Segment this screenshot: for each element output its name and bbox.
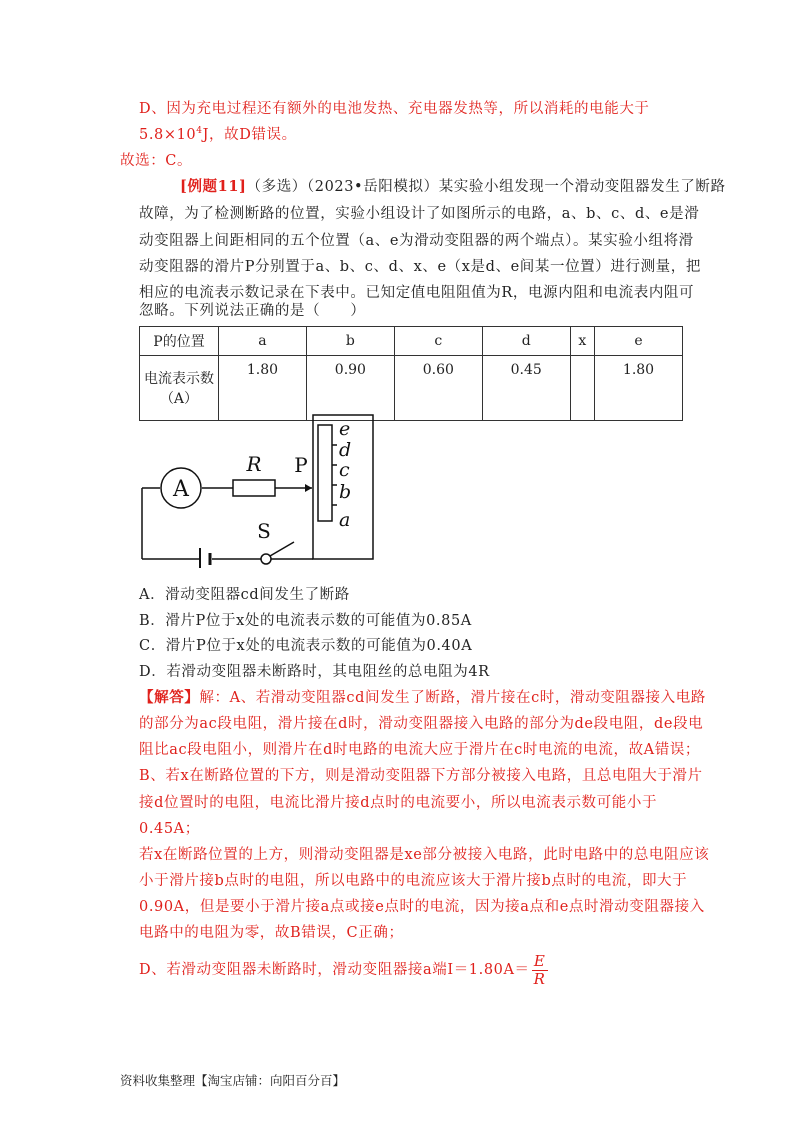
table-cell-pos-c: c	[394, 327, 482, 356]
solution-line-7: 若x在断路位置的上方，则滑动变阻器是xe部分被接入电路，此时电路中的总电阻应该	[139, 847, 710, 863]
intro-line-2-post: J，故D错误。	[202, 127, 297, 143]
point-e: e	[339, 418, 351, 440]
switch	[261, 554, 271, 564]
option-b: B．滑片P位于x处的电流表示数的可能值为0.85A	[139, 613, 472, 629]
option-c: C．滑片P位于x处的电流表示数的可能值为0.40A	[139, 638, 473, 654]
solution-tag: 【解答】	[139, 689, 200, 706]
solution-line-2: 的部分为ac段电阻，滑片接在d时，滑动变阻器接入电路的部分为de段电阻，de段电	[139, 716, 704, 732]
table-cell-cur-b: 0.90	[306, 356, 394, 421]
fraction-numerator: E	[532, 953, 548, 971]
intro-line-1: D、因为充电过程还有额外的电池发热、充电器发热等，所以消耗的电能大于	[139, 101, 650, 117]
table-cell-cur-c: 0.60	[394, 356, 482, 421]
measurement-table	[139, 326, 683, 421]
solution-line-10: 电路中的电阻为零，故B错误，C正确；	[139, 925, 404, 941]
rheostat	[318, 425, 332, 521]
intro-line-2-sup: 4	[196, 126, 203, 137]
problem-line-1	[180, 177, 726, 197]
problem-line-3: 动变阻器上间距相同的五个位置（a、e为滑动变阻器的两个端点）。某实验小组将滑	[139, 233, 694, 249]
solution-line-5: 接d位置时的电阻，电流比滑片接d点时的电流要小，所以电流表示数可能小于	[139, 795, 658, 811]
solution-line-11-text: D、若滑动变阻器未断路时，滑动变阻器接a端I＝1.80A＝	[139, 962, 530, 978]
ammeter-label: A	[173, 477, 189, 502]
solution-line-11	[139, 952, 548, 988]
option-d: D．若滑动变阻器未断路时，其电阻丝的总电阻为4R	[139, 664, 490, 680]
fraction-e-over-r	[532, 953, 548, 988]
table-cell-pos-b: b	[306, 327, 394, 356]
table-header-current-line1: 电流表示数	[144, 371, 214, 387]
problem-line-6: 忽略。下列说法正确的是（ ）	[139, 303, 366, 319]
switch-label: S	[257, 519, 271, 543]
solution-line-1-text: 解：A、若滑动变阻器cd间发生了断路，滑片接在c时，滑动变阻器接入电路	[199, 690, 706, 706]
solution-line-8: 小于滑片接b点时的电阻，所以电路中的电流应该大于滑片接b点时的电流，即大于	[139, 873, 688, 889]
solution-line-3: 阻比ac段电阻小，则滑片在d时电路的电流大应于滑片在c时电流的电流，故A错误；	[139, 742, 701, 758]
intro-answer: 故选：C。	[120, 153, 193, 169]
table-cell-pos-x: x	[570, 327, 594, 356]
table-cell-pos-a: a	[219, 327, 307, 356]
slider-label: P	[294, 453, 308, 477]
table-cell-cur-x	[570, 356, 594, 421]
footer: 资料收集整理【淘宝店铺：向阳百分百】	[120, 1073, 346, 1088]
point-c: c	[339, 459, 350, 481]
table-cell-pos-e: e	[595, 327, 683, 356]
solution-line-4: B、若x在断路位置的下方，则是滑动变阻器下方部分被接入电路，且总电阻大于滑片	[139, 768, 703, 784]
table-cell-pos-d: d	[482, 327, 570, 356]
table-header-position: P的位置	[140, 327, 219, 356]
table-cell-cur-a: 1.80	[219, 356, 307, 421]
option-a: A．滑动变阻器cd间发生了断路	[139, 587, 350, 603]
solution-line-6: 0.45A；	[139, 821, 200, 837]
solution-line-9: 0.90A，但是要小于滑片接a点或接e点时的电流，因为接a点和e点时滑动变阻器接入	[139, 899, 705, 915]
table-header-current-line2: （A）	[159, 391, 199, 407]
problem-line-2: 故障，为了检测断路的位置，实验小组设计了如图所示的电路，a、b、c、d、e是滑	[139, 206, 700, 222]
solution-line-1	[139, 688, 706, 708]
point-b: b	[339, 481, 352, 503]
intro-line-2-pre: 5.8×10	[139, 127, 197, 143]
problem-line-5: 相应的电流表示数记录在下表中。已知定值电阻阻值为R，电源内阻和电流表内阻可	[139, 285, 695, 301]
problem-line-4: 动变阻器的滑片P分别置于a、b、c、d、x、e（x是d、e间某一位置）进行测量，把	[139, 259, 701, 275]
intro-line-2	[139, 125, 297, 145]
circuit-diagram	[130, 408, 390, 568]
resistor-label: R	[246, 452, 262, 476]
fraction-denominator: R	[533, 969, 546, 988]
problem-tag: [例题11]	[180, 178, 247, 195]
resistor	[233, 480, 275, 496]
table-cell-cur-d: 0.45	[482, 356, 570, 421]
table-cell-cur-e: 1.80	[595, 356, 683, 421]
point-a: a	[339, 509, 351, 531]
problem-line-1-text: （多选）（2023•岳阳模拟）某实验小组发现一个滑动变阻器发生了断路	[246, 179, 726, 195]
table-row-position	[140, 327, 683, 356]
point-d: d	[339, 439, 352, 461]
